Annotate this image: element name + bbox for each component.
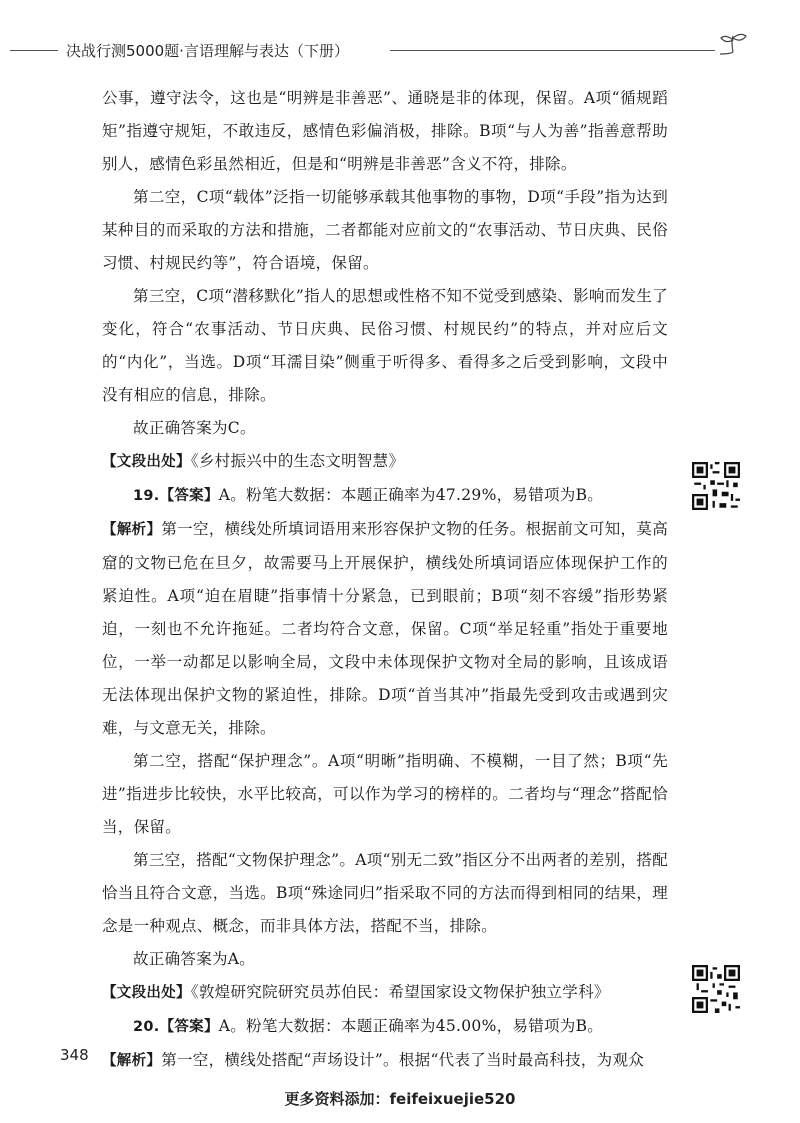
paragraph: 第二空，搭配“保护理念”。A项“明晰”指明确、不模糊，一目了然；B项“先进”指进步比较快，水平比较高，可以作为学习的榜样的。二者均与“理念”搭配恰当，保留。: [102, 752, 668, 836]
answer-line: 20.【答案】A。粉笔大数据：本题正确率为45.00%，易错项为B。: [133, 1017, 604, 1035]
page-number: 348: [60, 1046, 89, 1064]
page-body: [102, 82, 668, 1078]
qr-code-icon[interactable]: [692, 462, 740, 510]
paragraph: 第二空，C项“载体”泛指一切能够承载其他事物的事物，D项“手段”指为达到某种目的而采取的方法和措施，二者都能对应前文的“农事活动、节日庆典、民俗习惯、村规民约等”，符合语境，保留。: [102, 188, 668, 272]
answer-label: 20.【答案】: [133, 1019, 219, 1035]
paragraph: 公事，遵守法令，这也是“明辨是非善恶”、通晓是非的体现，保留。A项“循规蹈矩”指遵守规矩，不敢违反，感情色彩偏消极，排除。B项“与人为善”指善意帮助别人，感情色彩虽然相近，但是和“明辨是非善恶”含义不符，排除。: [102, 89, 668, 173]
sprout-icon: [716, 32, 750, 62]
analysis-label: 【解析】: [102, 522, 162, 538]
paragraph: 故正确答案为C。: [133, 419, 256, 437]
answer-line: 19.【答案】A。粉笔大数据：本题正确率为47.29%，易错项为B。: [133, 486, 604, 504]
footer-contact: 更多资料添加：feifeixuejie520: [284, 1090, 516, 1108]
source-note: 【文段出处】《乡村振兴中的生态文明智慧》: [102, 452, 405, 470]
source-label: 【文段出处】: [102, 985, 191, 1001]
paragraph: 故正确答案为A。: [133, 950, 256, 968]
source-note: 【文段出处】《敦煌研究院研究员苏伯民：希望国家设文物保护独立学科》: [102, 983, 610, 1001]
qr-code-icon[interactable]: [692, 965, 740, 1013]
header-rule-left: [10, 50, 58, 51]
header-rule-right: [390, 50, 715, 51]
page-header: [0, 32, 800, 68]
analysis-label: 【解析】: [102, 1053, 162, 1069]
analysis-paragraph: 【解析】第一空，横线处搭配“声场设计”。根据“代表了当时最高科技，为观众: [102, 1051, 645, 1069]
paragraph: 第三空，搭配“文物保护理念”。A项“别无二致”指区分不出两者的差别，搭配恰当且符合文意，当选。B项“殊途同归”指采取不同的方法而得到相同的结果，理念是一种观点、概念，而非具体方法，搭配不当，排除。: [102, 851, 668, 935]
analysis-paragraph: 【解析】第一空，横线处所填词语用来形容保护文物的任务。根据前文可知，莫高窟的文物已危在旦夕，故需要马上开展保护，横线处所填词语应体现保护工作的紧迫性。A项“迫在眉睫”指事情十分紧急，已到眼前；B项“刻不容缓”指形势紧迫，一刻也不允许拖延。二者均符合文意，保留。C项“举足轻重”指处于重要地位，一举一动都足以影响全局，文段中未体现保护文物对全局的影响，且该成语无法体现出保护文物的紧迫性，排除。D项“首当其冲”指最先受到攻击或遇到灾难，与文意无关，排除。: [102, 520, 668, 737]
source-label: 【文段出处】: [102, 454, 191, 470]
paragraph: 第三空，C项“潜移默化”指人的思想或性格不知不觉受到感染、影响而发生了变化，符合“农事活动、节日庆典、民俗习惯、村规民约”的特点，并对应后文的“内化”，当选。D项“耳濡目染”侧重于听得多、看得多之后受到影响，文段中没有相应的信息，排除。: [102, 287, 668, 404]
answer-label: 19.【答案】: [133, 488, 219, 504]
book-title: 决战行测5000题·言语理解与表达（下册）: [66, 42, 349, 60]
